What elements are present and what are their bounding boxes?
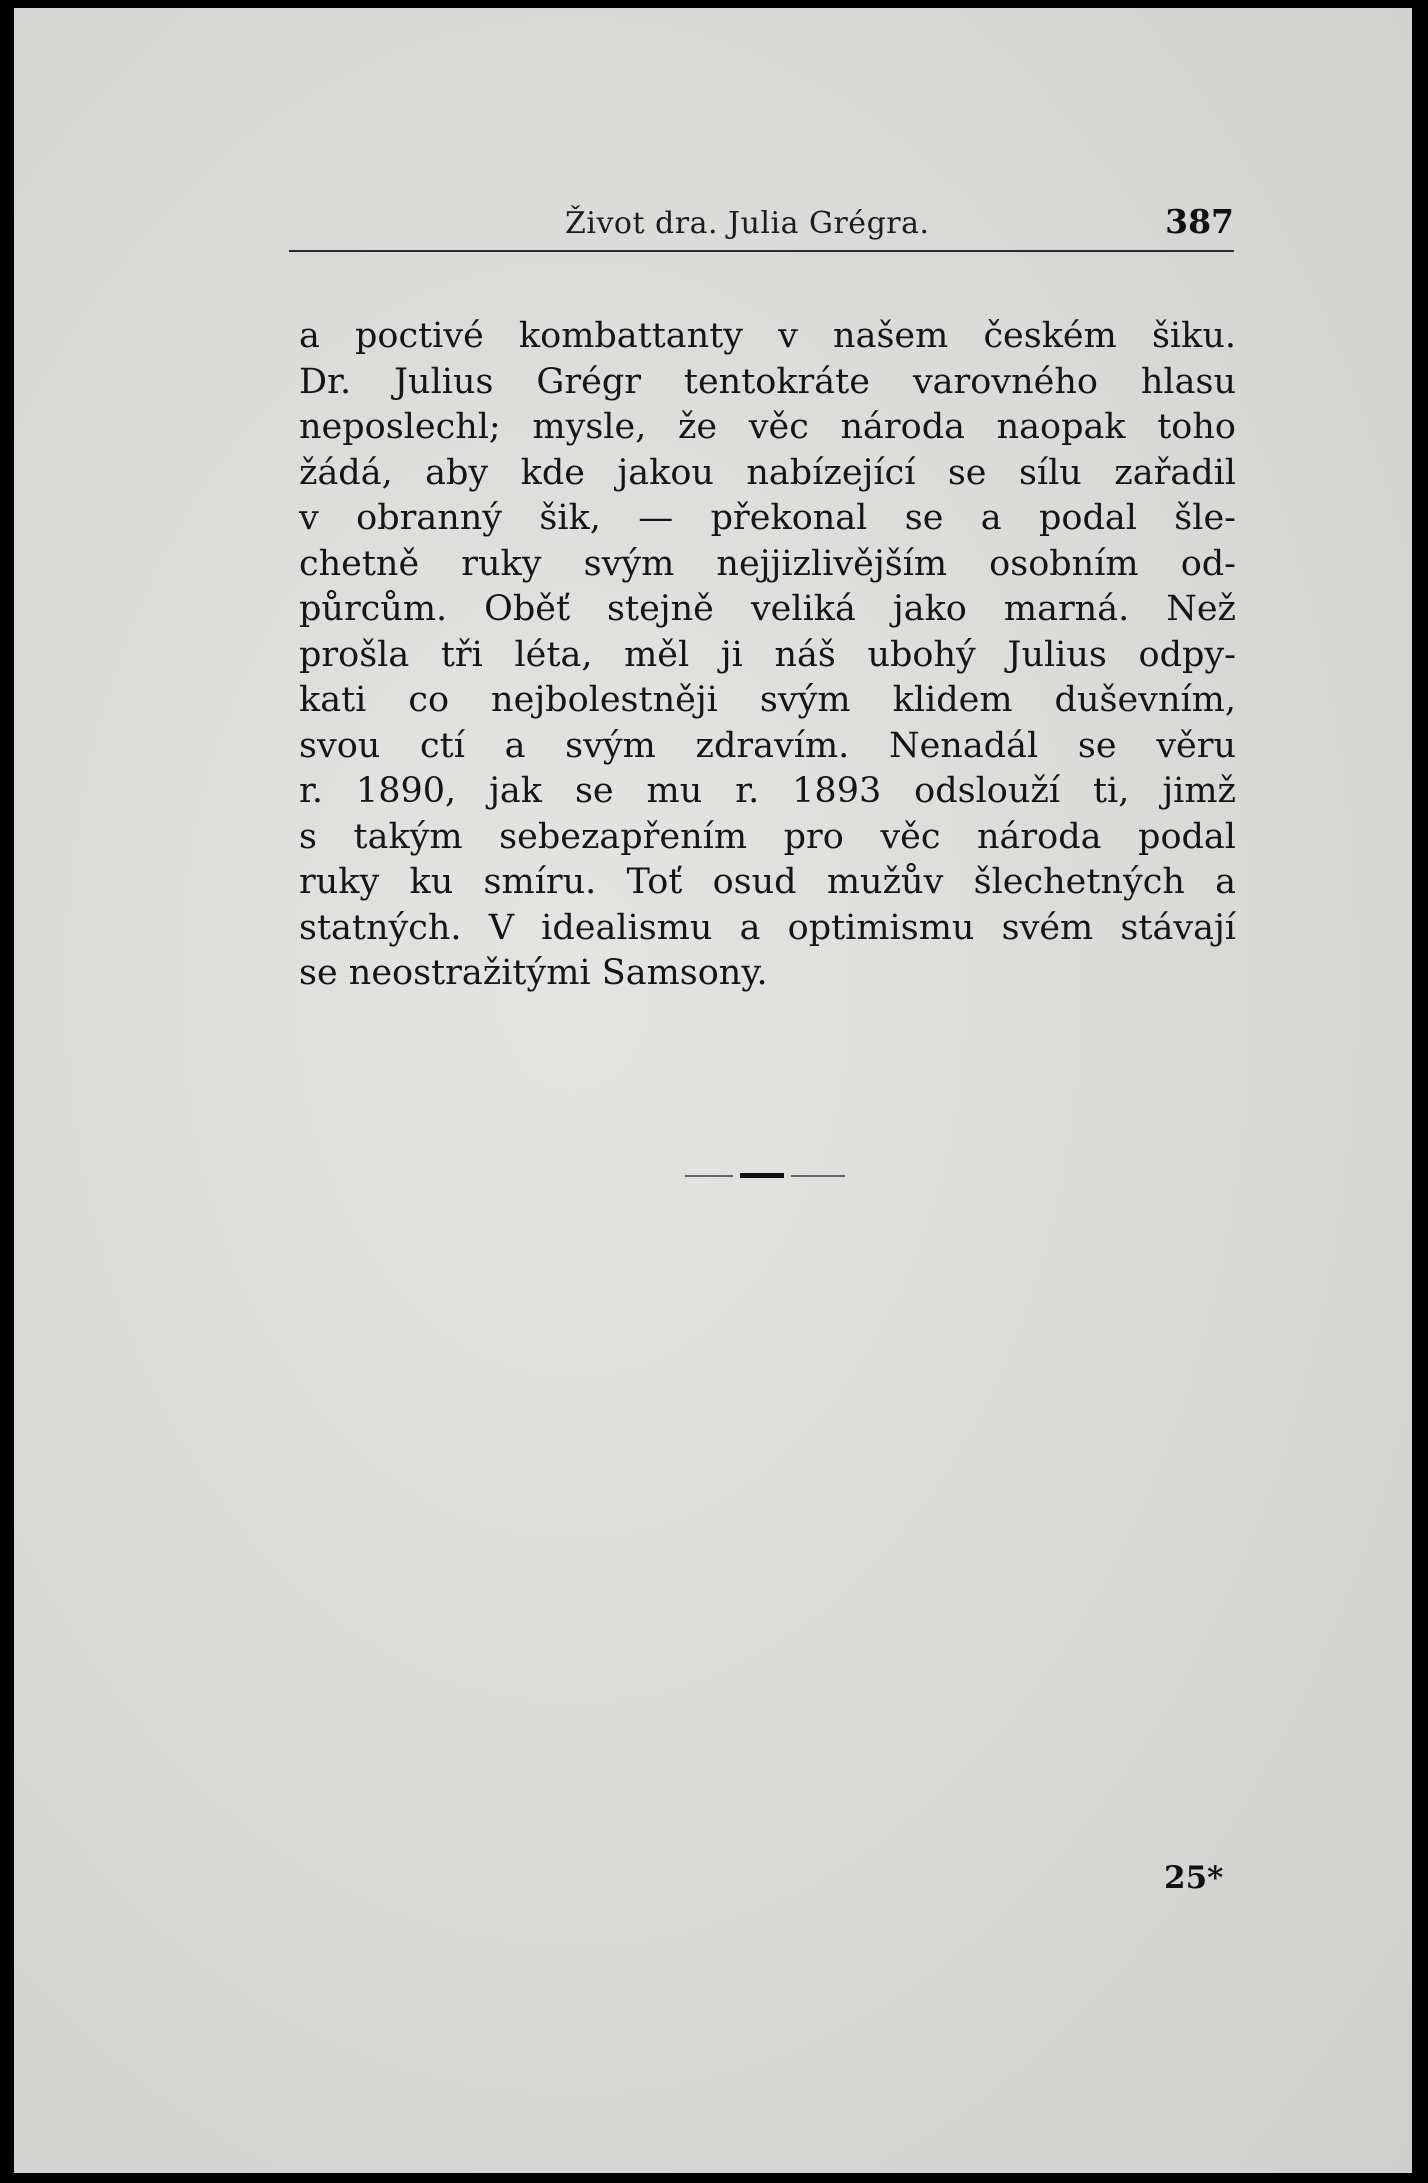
page-number: 387	[1165, 202, 1234, 241]
divider-left-rule	[685, 1175, 733, 1177]
body-text	[299, 314, 1236, 997]
printer-signature-mark: 25*	[1164, 1860, 1224, 1896]
divider-right-rule	[791, 1175, 845, 1177]
text-line: chetně ruky svým nejjizlivějším osobním od-	[299, 543, 1236, 584]
text-line: a poctivé kombattanty v našem českém šiku.	[299, 316, 1236, 356]
text-line: s takým sebezapřením pro věc národa podal	[299, 816, 1236, 857]
text-line: statných. V idealismu a optimismu svém stávají	[299, 907, 1236, 948]
text-line: kati co nejbolestněji svým klidem duševním,	[299, 680, 1236, 720]
text-line: v obranný šik, — překonal se a podal šle-	[299, 498, 1236, 538]
book-page	[14, 8, 1412, 2173]
text-line: r. 1890, jak se mu r. 1893 odslouží ti, jimž	[299, 771, 1236, 811]
running-head	[289, 200, 1234, 252]
text-line: půrcům. Oběť stejně veliká jako marná. Než	[299, 589, 1236, 629]
section-end-divider	[685, 1173, 845, 1179]
text-line: žádá, aby kde jakou nabízející se sílu zařadil	[299, 452, 1236, 493]
text-line: se neostražitými Samsony.	[299, 953, 768, 993]
text-line: svou ctí a svým zdravím. Nenadál se věru	[299, 725, 1236, 766]
divider-center-rule	[740, 1173, 784, 1178]
text-line: ruky ku smíru. Toť osud mužův šlechetných a	[299, 862, 1236, 902]
text-line: prošla tři léta, měl ji náš ubohý Julius odpy-	[299, 634, 1236, 675]
text-line: neposlechl; mysle, že věc národa naopak toho	[299, 407, 1236, 447]
text-line: Dr. Julius Grégr tentokráte varovného hlasu	[299, 361, 1236, 402]
running-title: Život dra. Julia Grégra.	[565, 206, 930, 241]
